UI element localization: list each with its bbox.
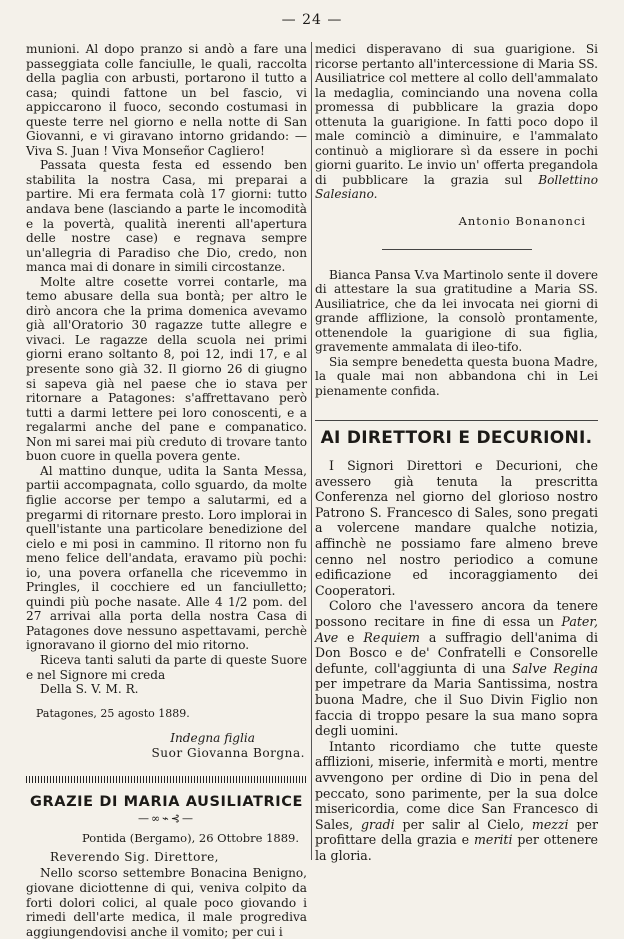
signature-name: Suor Giovanna Borgna. <box>151 745 305 760</box>
short-divider <box>382 249 532 250</box>
paragraph-text: Coloro che l'avessero ancora da tenere possono recitare in fine di essa un <box>315 598 598 629</box>
bulletin-name: Bollettino Salesiano. <box>315 172 598 202</box>
column-divider <box>311 42 312 860</box>
emphasis: meriti <box>473 832 513 848</box>
paragraph-text: per salir al Cielo, <box>394 816 532 832</box>
right-column <box>315 42 598 863</box>
paragraph <box>315 598 598 738</box>
section-title-grazie: GRAZIE DI MARIA AUSILIATRICE <box>29 794 304 811</box>
paragraph-text: e <box>338 629 364 645</box>
paragraph-text: Intanto ricordiamo che tutte queste afflizioni, miserie, infermità e morti, mentre avvengono per ordine di Dio in pena del peccato, sono parimente, per la sua dolce misericordia, come dice San Francesco di Sales, <box>315 738 598 832</box>
prayer-name: Pater, <box>561 613 598 629</box>
salutation: Reverendo Sig. Direttore, <box>50 849 219 864</box>
prayer-name: Requiem <box>363 629 420 645</box>
paragraph: Riceva tanti saluti da parte di queste Suore e nel Signore mi creda <box>26 652 307 682</box>
paragraph-text: a suffragio dell'anima di Don Bosco e de' Confratelli e Consorelle defunte, coll'aggiunta di una <box>315 629 598 676</box>
paragraph-text: per impetrare da Maria Santissima, nostra buona Madre, che il Suo Divin Figlio non faccia di troppo pesare la sua mano sopra degli uomini. <box>315 676 598 739</box>
paragraph: Nello scorso settembre Bonacina Benigno, giovane diciottenne di qui, veniva colpito da forti dolori colici, al quale poco giovando i rimedi dell'arte medica, il male progrediva aggiungendovisi anche il vomito; per cui i <box>26 866 307 939</box>
paragraph: Molte altre cosette vorrei contarle, ma temo abusare della sua bontà; per altro le dirò ancora che la prima domenica avevamo già all'Oratorio 30 ragazze tutte allegre e vivaci. Le ragazze della scuola nei primi giorni erano soltanto 8, poi 12, indi 17, e al presente sono già 32. Il giorno 26 di giugno si sapeva già nel paese che io stava per ritornare a Patagones: s'affrettavano però tutti a darmi lettere pei loro conoscenti, e a regalarmi anche del pane e companatico. Non mi sarei mai più creduto di trovare tanto buon cuore in quella povera gente. <box>26 274 307 464</box>
paragraph: Al mattino dunque, udita la Santa Messa, partii accompagnata, collo sguardo, da molte figlie accorse per tempo a salutarmi, ed a pregarmi di ritornare presto. Loro implorai in quell'istante una particolare benedizione del cielo e mi posi in cammino. Il ritorno non fu meno felice dell'andata, eravamo più pochi: io, una povera orfanella che ricevemmo in Pringles, il cocchiere ed un fanciulletto; quindi più poche nasate. Alle 4 1/2 pom. del 27 arrivai alla porta della nostra Casa di Patagones dove nessuno aspettavami, perchè ignoravano il giorno del mio ritorno. <box>26 463 307 653</box>
directors-section <box>315 458 598 863</box>
flourish-ornament: —∞⌁⊰— <box>137 811 195 825</box>
paragraph-text: per profittare della grazia e <box>315 816 598 848</box>
paragraph-text: per ottenere la gloria. <box>315 832 598 863</box>
letter-date: Patagones, 25 agosto 1889. <box>36 706 190 720</box>
paragraph-text: medici disperavano di sua guarigione. Si ricorse pertanto all'intercessione di Maria SS. Ausiliatrice col mettere al collo dell'ammalato la medaglia, cominciando una novena colla promessa di pubblicare la grazia dopo ottenuta la guarigione. In fatti poco dopo il male cominciò a diminuire, e l'ammalato continuò a migliorare sì da essere in pochi giorni guarito. Le invio un' offerta pregandola di pubblicare la grazia sul <box>315 42 598 187</box>
paragraph: Bianca Pansa V.va Martinolo sente il dovere di attestare la sua gratitudine a Maria SS. Ausiliatrice, che da lei invocata nei giorni di grande afflizione, la consolò prontamente, ottenendole la guarigione di sua figlia, gravemente ammalata di ileo-tifo. <box>315 267 598 355</box>
emphasis: gradi <box>360 816 395 832</box>
section-title-direttori: AI DIRETTORI E DECURIONI. <box>320 428 593 449</box>
paragraph: Passata questa festa ed essendo ben stabilita la nostra Casa, mi preparai a partire. Mi era fermata colà 17 giorni: tutto andava bene (lasciando a parte le incomodità e la povertà, qualità inerenti all'apertura delle nostre case) e regnava sempre un'allegria di Paradiso che Dio, credo, non manca mai di donare in simili circostanze. <box>26 158 307 275</box>
paragraph <box>315 739 598 864</box>
letter-closing: Della S. V. M. R. <box>40 682 139 697</box>
left-column <box>26 42 307 939</box>
prayer-name: Ave <box>315 629 339 645</box>
ornament-rule <box>26 776 307 783</box>
paragraph: I Signori Direttori e Decurioni, che avessero già tenuta la prescritta Conferenza nel giorno del glorioso nostro Patrono S. Francesco di Sales, sono pregati a volercene mandare qualche notizia, affinchè ne possiamo fare almeno breve cenno nel nostro periodico a comune edificazione ed incoraggiamento dei Cooperatori. <box>315 458 598 598</box>
section-divider <box>315 420 598 421</box>
author-signature: Antonio Bonanonci <box>458 214 586 229</box>
prayer-name: Salve Regina <box>512 660 598 676</box>
signature-epithet: Indegna figlia <box>170 731 255 746</box>
page-number: — 24 — <box>281 12 343 28</box>
paragraph <box>315 42 598 202</box>
emphasis: mezzi <box>531 816 569 832</box>
paragraph: munioni. Al dopo pranzo si andò a fare una passeggiata colle fanciulle, le quali, raccolta della paglia con arbusti, portarono il tutto a casa; quindi fattone un bel fascio, vi appiccarono il fuoco, secondo costumasi in queste terre nel giorno e nella notte di San Giovanni, e vi giravano intorno gridando: — Viva S. Juan ! Viva Monseñor Cagliero! <box>26 42 307 158</box>
grace-letter-date: Pontida (Bergamo), 26 Ottobre 1889. <box>82 831 299 846</box>
paragraph: Sia sempre benedetta questa buona Madre, la quale mai non abbandona chi in Lei pienamente confida. <box>315 354 598 398</box>
